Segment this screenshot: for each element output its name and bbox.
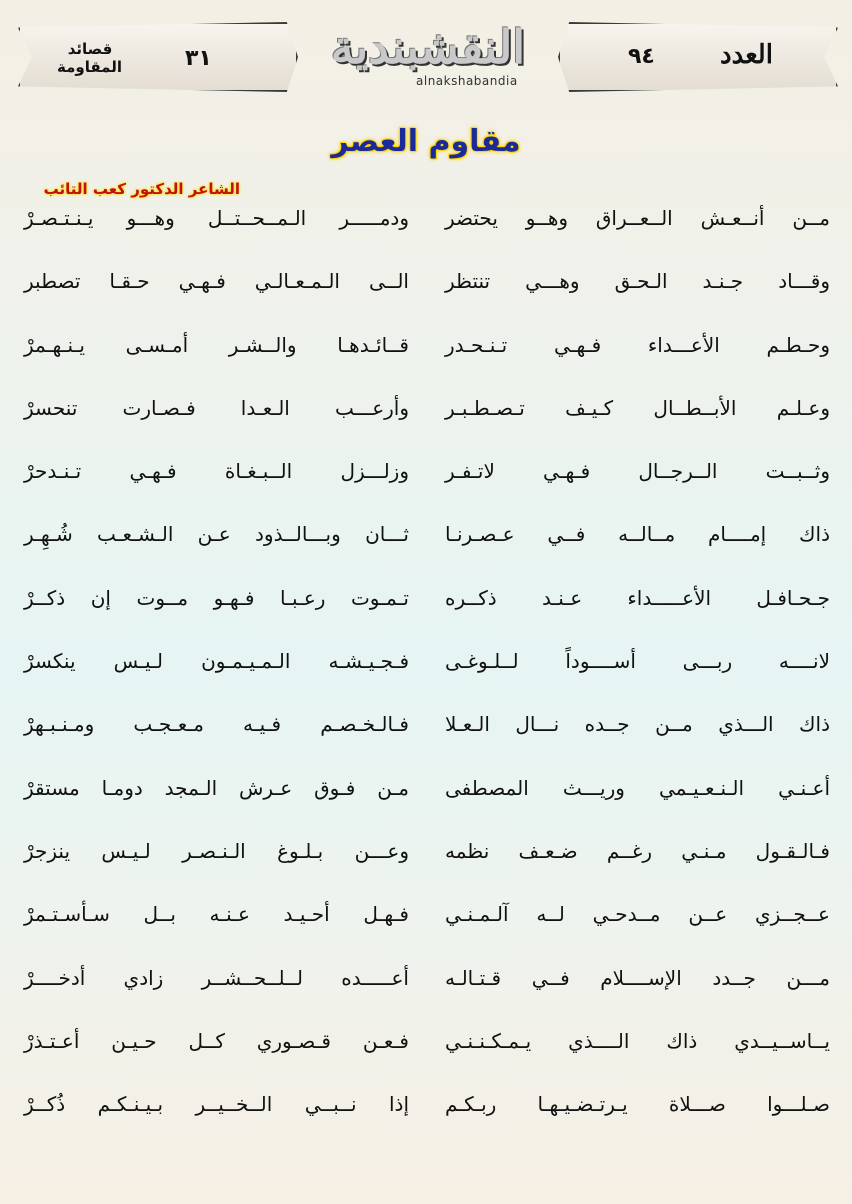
logo-text: النقشبندية: [330, 20, 526, 74]
verse-second-hemistich: أعـــــده لــلــحــشــر زادي أدخــــرْ: [24, 965, 409, 990]
verse-first-hemistich: مـــن جــدد الإســــلام فــي قـتـالـه: [445, 965, 830, 990]
verse-first-hemistich: وقـــاد جـنـد الـحـق وهـــي تنتظر: [445, 269, 830, 294]
logo-subtext: alnakshabandia: [416, 74, 518, 88]
verse-second-hemistich: ودمـــــر الـمــحــتــل وهـــو يـنـتـصـرْ: [24, 206, 409, 230]
verse-row: [24, 202, 830, 265]
verse-row: [24, 265, 830, 328]
verse-second-hemistich: فـهـل أحـيـد عـنـه بــل سـأسـتـمرْ: [24, 902, 409, 927]
verse-first-hemistich: وحـطـم الأعـــداء فـهـي تـنـحـدر: [445, 332, 830, 357]
poem-title: مقاوم العصر: [331, 124, 521, 159]
verse-second-hemistich: وعـــن بـلـوغ الـنـصـر لـيـس ينزجرْ: [24, 838, 409, 863]
verse-first-hemistich: عــجــزي عــن مــدحـي لــه آلـمـنـي: [445, 902, 830, 927]
verse-row: [24, 898, 830, 961]
verse-first-hemistich: ذاك إمــــام مــالــه فــي عـصـرنـا: [445, 522, 830, 547]
verse-second-hemistich: وزلـــزل الــبـغـاة فـهـي تـنـدحرْ: [24, 459, 409, 484]
verse-second-hemistich: فـالـخـصـم فـيـه مـعـجـب ومـنـبـهرْ: [24, 712, 409, 737]
verse-row: [24, 645, 830, 708]
verse-row: [24, 1025, 830, 1088]
verse-row: [24, 1088, 830, 1151]
verse-row: [24, 962, 830, 1025]
verse-first-hemistich: صـلـــوا صـــلاة يـرتـضـيـهـا ربـكـم: [445, 1092, 830, 1117]
verse-second-hemistich: إذا نــبــي الــخــيــر بـيـنـكـم ذُكــرْ: [24, 1092, 409, 1117]
poet-name: الشاعر الدكتور كعب التائب: [43, 180, 240, 198]
verse-first-hemistich: وثــبــت الــرجــال فـهـي لاتـفـر: [445, 459, 830, 484]
verse-row: [24, 392, 830, 455]
verse-second-hemistich: فـعـن قـصـوري كــل حـيـن أعـتـذرْ: [24, 1028, 409, 1053]
verse-first-hemistich: فـالـقـول مـنـي رغــم ضـعـف نظمه: [445, 838, 830, 863]
verse-second-hemistich: فـجـيـشـه الـمـيـمـون لـيـس ينكسرْ: [24, 649, 409, 674]
issue-ribbon: [558, 22, 838, 92]
verse-row: [24, 772, 830, 835]
verse-first-hemistich: وعـلـم الأبــطــال كـيـف تـصـطـبـر: [445, 395, 830, 420]
verse-second-hemistich: الــى الـمـعـالـي فـهـي حـقـا تصطبر: [24, 269, 409, 294]
verse-first-hemistich: جـحـافـل الأعـــــداء عـنـد ذكــره: [445, 585, 830, 610]
verse-second-hemistich: قــائـدهـا والــشـر أمـسـى يـنـهـمرْ: [24, 332, 409, 357]
verse-first-hemistich: مــن أنــعـش الــعــراق وهــو يحتضر: [445, 206, 830, 230]
verse-second-hemistich: تـمـوت رعـبـا فـهـو مــوت إن ذكــرْ: [24, 585, 409, 610]
page-number: ٣١: [185, 46, 212, 71]
verse-second-hemistich: مـن فـوق عـرش الـمجد دومـا مستقرْ: [24, 775, 409, 800]
poem-verses: [24, 202, 830, 1151]
verse-first-hemistich: أعـنـي الـنـعـيـمي وريـــث المصطفى: [445, 775, 830, 800]
verse-row: [24, 455, 830, 518]
verse-first-hemistich: يــاســيــدي ذاك الــــذي يـمـكـنـنـي: [445, 1028, 830, 1053]
page-header: [0, 0, 852, 110]
verse-row: [24, 835, 830, 898]
verse-row: [24, 329, 830, 392]
verse-row: [24, 708, 830, 771]
verse-row: [24, 582, 830, 645]
verse-first-hemistich: ذاك الـــذي مــن جــده نـــال الـعـلا: [445, 712, 830, 737]
verse-first-hemistich: لانــــه ربـــى أســــوداً لــلـوغـى: [445, 649, 830, 674]
verse-second-hemistich: وأرعـــب الـعـدا فـصـارت تنحسرْ: [24, 395, 409, 420]
verse-row: [24, 518, 830, 581]
issue-label: العدد: [720, 40, 773, 70]
magazine-logo: [306, 18, 550, 98]
verse-second-hemistich: ثـــان وبـــالــذود عـن الـشـعـب شُـهِـر: [24, 522, 409, 547]
issue-number: ٩٤: [628, 44, 655, 69]
section-label: قصائد المقاومة: [57, 40, 122, 76]
